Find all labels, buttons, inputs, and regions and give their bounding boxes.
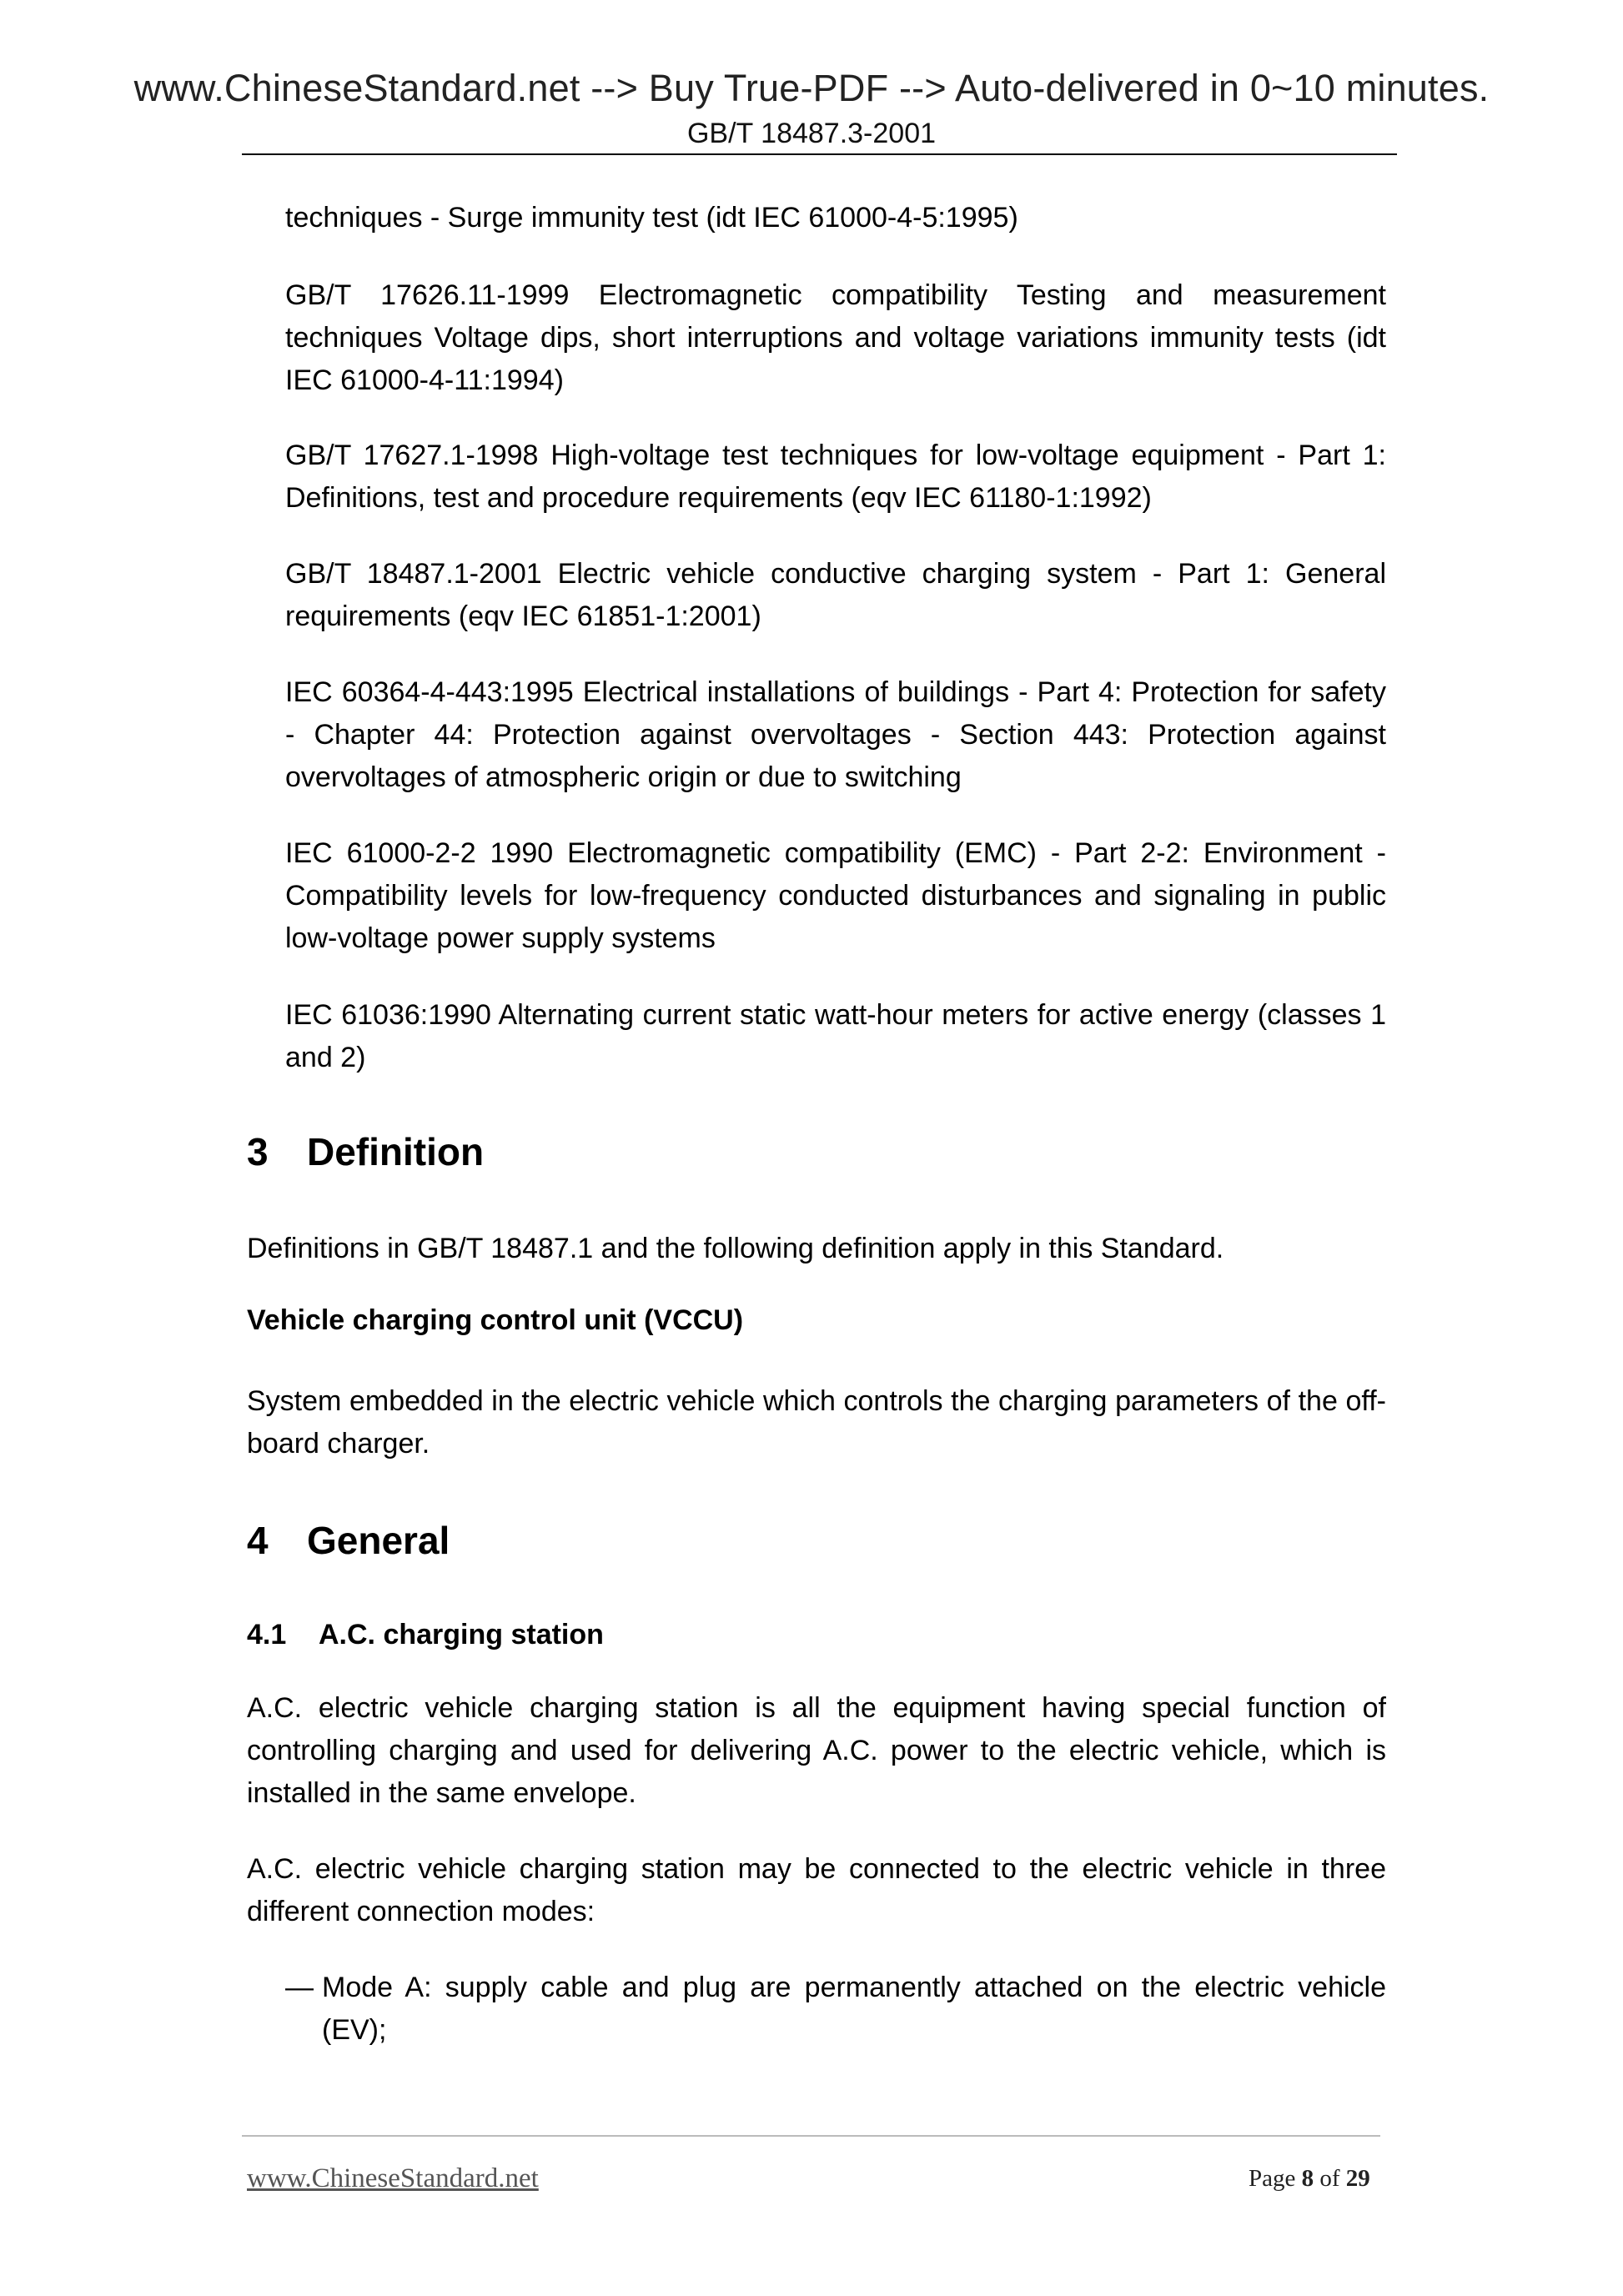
list-dash: — — [285, 1972, 314, 2003]
reference-item: GB/T 17626.11-1999 Electromagnetic compatibility Testing and measurement techniques Voltage dips, short interruptions and voltage variations immunity tests (idt IEC 61000-4-11:1994) — [285, 279, 1386, 396]
list-item — [285, 1967, 1386, 2052]
section-number: 4 — [247, 1519, 269, 1562]
site-banner[interactable]: www.ChineseStandard.net --> Buy True-PDF --> Auto-delivered in 0~10 minutes. — [133, 67, 1490, 109]
footer-rule — [242, 2135, 1380, 2137]
section-4-heading — [247, 1518, 450, 1563]
term-heading: Vehicle charging control unit (VCCU) — [247, 1304, 744, 1336]
section-title: General — [307, 1519, 450, 1562]
section-3-heading — [247, 1129, 484, 1174]
reference-item: GB/T 18487.1-2001 Electric vehicle conductive charging system - Part 1: General requirements (eqv IEC 61851-1:2001) — [285, 558, 1386, 632]
page-label: Page — [1249, 2165, 1296, 2192]
reference-item: IEC 60364-4-443:1995 Electrical installations of buildings - Part 4: Protection for safety - Chapter 44: Protection against overvoltages - Section 443: Protection against overvoltages of atmospheric origin or due to switching — [285, 676, 1386, 793]
header-rule — [242, 153, 1397, 155]
subsection-4-1-heading — [247, 1619, 604, 1651]
reference-item: IEC 61000-2-2 1990 Electromagnetic compatibility (EMC) - Part 2-2: Environment - Compatibility levels for low-frequency conducted disturbances and signaling in public low-voltage power supply systems — [285, 837, 1386, 954]
term-definition: System embedded in the electric vehicle which controls the charging parameters of the off-board charger. — [247, 1385, 1386, 1459]
document-id: GB/T 18487.3-2001 — [686, 118, 937, 149]
list-item-text: Mode A: supply cable and plug are permanently attached on the electric vehicle (EV); — [322, 1972, 1386, 2046]
reference-item: GB/T 17627.1-1998 High-voltage test techniques for low-voltage equipment - Part 1: Definitions, test and procedure requirements (eqv IEC 61180-1:1992) — [285, 440, 1386, 514]
subsection-title: A.C. charging station — [319, 1619, 604, 1650]
reference-item: IEC 61036:1990 Alternating current static watt-hour meters for active energy (classes 1 and 2) — [285, 999, 1386, 1073]
footer-link[interactable]: www.ChineseStandard.net — [247, 2163, 539, 2193]
reference-continuation: techniques - Surge immunity test (idt IEC 61000-4-5:1995) — [285, 202, 1018, 234]
paragraph: A.C. electric vehicle charging station may be connected to the electric vehicle in three different connection modes: — [247, 1853, 1386, 1927]
page-current: 8 — [1301, 2165, 1314, 2192]
section-number: 3 — [247, 1130, 269, 1173]
page-total: 29 — [1345, 2165, 1370, 2192]
paragraph: A.C. electric vehicle charging station is all the equipment having special function of controlling charging and used for delivering A.C. power to the electric vehicle, which is installed in the same envelope. — [247, 1692, 1386, 1809]
section-title: Definition — [307, 1130, 485, 1173]
subsection-number: 4.1 — [247, 1619, 287, 1650]
page-number — [1249, 2165, 1370, 2193]
page-of: of — [1319, 2165, 1340, 2192]
definition-intro: Definitions in GB/T 18487.1 and the following definition apply in this Standard. — [247, 1233, 1224, 1264]
